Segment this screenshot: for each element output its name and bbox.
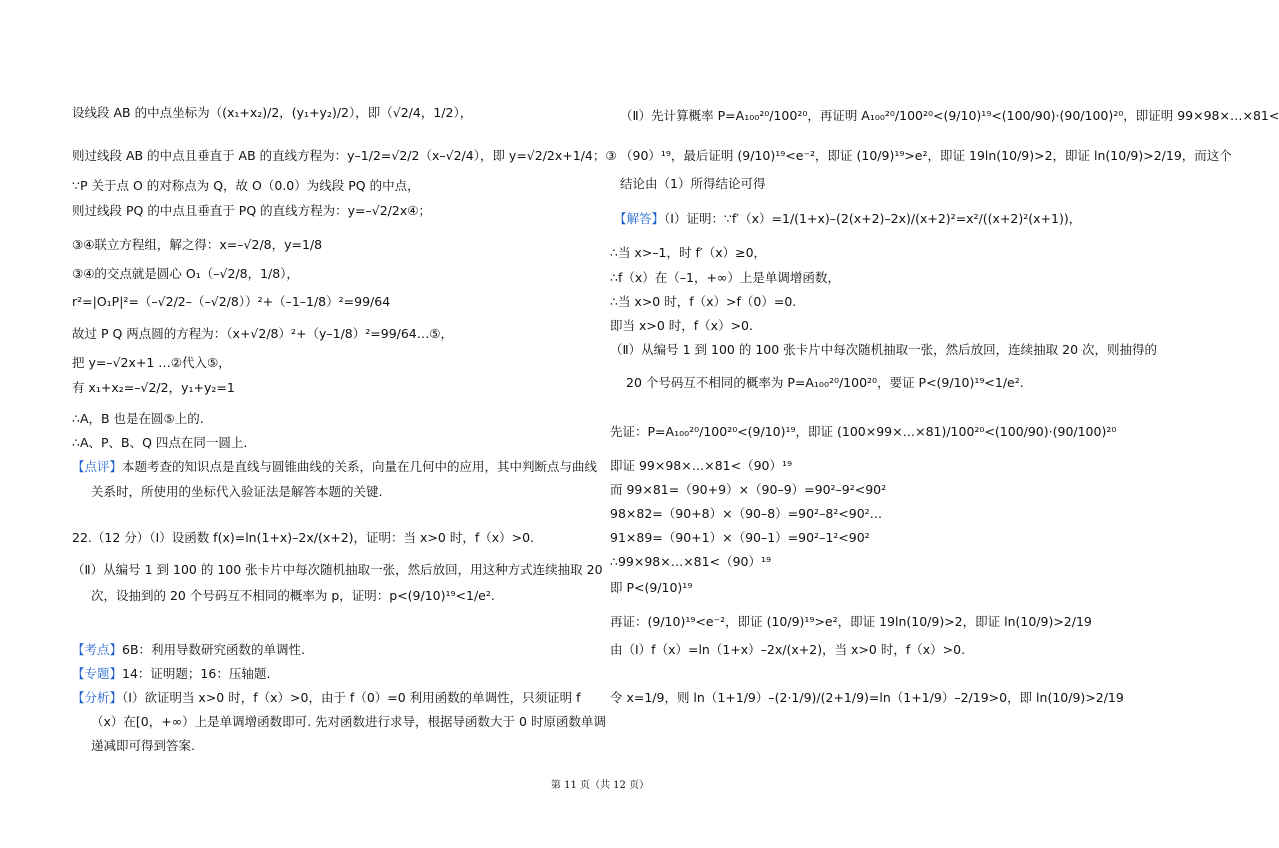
problem-line: 次，设抽到的 20 个号码互不相同的概率为 p，证明：p<(9/10)¹⁹<1/e². [91, 588, 495, 603]
text-line: ∴f（x）在（–1，+∞）上是单调增函数， [610, 270, 840, 285]
jieda-text: （Ⅰ）证明：∵f′（x）=1/(1+x)–(2(x+2)–2x)/(x+2)²=x²/((x+2)²(x+1))， [664, 211, 1082, 226]
text-line: r²=|O₁P|²=（–√2/2–（–√2/8））²+（–1–1/8）²=99/64 [72, 294, 391, 309]
kaodian-tag: 【考点】 [72, 642, 123, 657]
text-line: 关系时，所使用的坐标代入验证法是解答本题的关键. [91, 484, 383, 499]
zhuanti-text: 14：证明题；16：压轴题. [122, 666, 271, 681]
text-line: 再证：(9/10)¹⁹<e⁻²，即证 (10/9)¹⁹>e²，即证 19ln(10/9)>2，即证 ln(10/9)>2/19 [610, 614, 1092, 629]
problem-line: （Ⅱ）从编号 1 到 100 的 100 张卡片中每次随机抽取一张，然后放回，用这种方式连续抽取 20 [72, 562, 603, 577]
text-line: 即 P<(9/10)¹⁹ [610, 580, 693, 595]
text-line: 98×82=（90+8）×（90–8）=90²–8²<90²… [610, 506, 883, 521]
text-line: （Ⅱ）从编号 1 到 100 的 100 张卡片中每次随机抽取一张，然后放回，连续抽取 20 次，则抽得的 [610, 342, 1158, 357]
comment-line [72, 459, 597, 475]
text-line: 令 x=1/9，则 ln（1+1/9）–(2·1/9)/(2+1/9)=ln（1+1/9）–2/19>0，即 ln(10/9)>2/19 [610, 690, 1124, 705]
text-line: 则过线段 PQ 的中点且垂直于 PQ 的直线方程为：y=–√2/2x④； [72, 203, 431, 218]
text-line: 把 y=–√2x+1 …②代入⑤， [72, 355, 231, 370]
text-line: ③④的交点就是圆心 O₁（–√2/8，1/8）， [72, 266, 299, 281]
text-line: （Ⅱ）先计算概率 P=A₁₀₀²⁰/100²⁰，再证明 A₁₀₀²⁰/100²⁰<(9/10)¹⁹<(100/90)·(90/100)²⁰，即证明 99×98×…×81< [620, 108, 1279, 123]
jieda-line [614, 211, 1081, 227]
text-line: ∴A，B 也是在圆⑤上的. [72, 411, 204, 426]
jieda-tag: 【解答】 [614, 211, 665, 226]
text-line: ∴99×98×…×81<（90）¹⁹ [610, 554, 771, 569]
text-line: ∵P 关于点 O 的对称点为 Q，故 O（0.0）为线段 PQ 的中点， [72, 178, 420, 193]
text-line: 则过线段 AB 的中点且垂直于 AB 的直线方程为：y–1/2=√2/2（x–√2/4），即 y=√2/2x+1/4；③ [72, 148, 617, 163]
text-line: 20 个号码互不相同的概率为 P=A₁₀₀²⁰/100²⁰，要证 P<(9/10)¹⁹<1/e². [626, 375, 1024, 390]
zhuanti-tag: 【专题】 [72, 666, 123, 681]
text-line: ∴A、P、B、Q 四点在同一圆上. [72, 435, 248, 450]
fenxi-tag: 【分析】 [72, 690, 123, 705]
zhuanti-line [72, 666, 270, 682]
page-footer: 第 11 页（共 12 页） [550, 780, 650, 791]
comment-text: 本题考查的知识点是直线与圆锥曲线的关系，向量在几何中的应用，其中判断点与曲线 [122, 459, 598, 474]
text-line: 先证：P=A₁₀₀²⁰/100²⁰<(9/10)¹⁹，即证 (100×99×…×81)/100²⁰<(100/90)·(90/100)²⁰ [610, 424, 1117, 439]
text-line: （90）¹⁹，最后证明 (9/10)¹⁹<e⁻²，即证 (10/9)¹⁹>e²，即证 19ln(10/9)>2，即证 ln(10/9)>2/19，而这个 [620, 148, 1232, 163]
fenxi-text: （Ⅰ）欲证明当 x>0 时，f（x）>0，由于 f（0）=0 利用函数的单调性，只须证明 f [122, 690, 581, 705]
text-line: 递减即可得到答案. [91, 738, 195, 753]
text-line: ∴当 x>–1，时 f′（x）≥0， [610, 245, 767, 260]
text-line: 设线段 AB 的中点坐标为（(x₁+x₂)/2，(y₁+y₂)/2），即（√2/4，1/2）， [72, 105, 473, 120]
text-line: ∴当 x>0 时，f（x）>f（0）=0. [610, 294, 797, 309]
text-line: 而 99×81=（90+9）×（90–9）=90²–9²<90² [610, 482, 887, 497]
kaodian-text: 6B：利用导数研究函数的单调性. [122, 642, 306, 657]
text-line: 即证 99×98×…×81<（90）¹⁹ [610, 458, 793, 473]
text-line: 91×89=（90+1）×（90–1）=90²–1²<90² [610, 530, 870, 545]
text-line: （x）在[0，+∞）上是单调增函数即可. 先对函数进行求导，根据导函数大于 0 时原函数单调 [91, 714, 606, 729]
problem-line: 22.（12 分）（Ⅰ）设函数 f(x)=ln(1+x)–2x/(x+2)，证明：当 x>0 时，f（x）>0. [72, 530, 535, 545]
fenxi-line [72, 690, 581, 706]
text-line: 有 x₁+x₂=–√2/2，y₁+y₂=1 [72, 380, 235, 395]
text-line: 结论由（1）所得结论可得 [620, 176, 766, 191]
text-line: 即当 x>0 时，f（x）>0. [610, 318, 753, 333]
kaodian-line [72, 642, 305, 658]
comment-tag: 【点评】 [72, 459, 123, 474]
text-line: ③④联立方程组，解之得：x=–√2/8，y=1/8 [72, 237, 323, 252]
text-line: 由（Ⅰ）f（x）=ln（1+x）–2x/(x+2)，当 x>0 时，f（x）>0. [610, 642, 966, 657]
text-line: 故过 P Q 两点圆的方程为：（x+√2/8）²+（y–1/8）²=99/64…⑤， [72, 326, 453, 341]
